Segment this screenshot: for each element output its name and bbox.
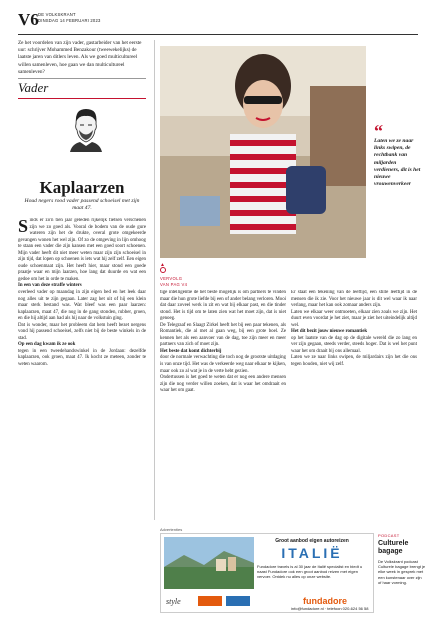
column-title: Vader [18,80,49,95]
inline-subhead: Het beste dat komt dichterbij [160,348,222,354]
column-title-rule [18,98,146,99]
paper-name: DE VOLKSKRANT [38,12,76,17]
author-portrait [66,106,106,152]
subheadline: Houd negers rood vader passend schoeisel met zijn maat 47. [24,198,140,212]
advertisement[interactable] [160,533,374,613]
ad-contact: info@fundadore.nl · telefoon 020-624 56 58 [291,606,369,611]
photo-caption-marker: ▲ [160,262,165,268]
paragraph: tegen in een tweedehandswinkel in de Jordaan: dezelfde kaplaarzen, ook groen, maat 47. Ik kocht ze meteen, zonder te weten waarom. [18,348,146,368]
paragraph-text: inds er zo'n tien jaar geleden rijkelijk fietsen verschenen zijn we zo goed als. Vooral de bodem van de oude gure wateren zijn het de drukte, overal grote omgekeerde gevangen wonen het wel zijn. Of zo de omgeving in lijn omhoog te staan een vader die zijn kansen met een goed soort schoenen. Mijn vader heeft dit niet meer weten maar zijn zijn schoeisel in zijn tijd, dat lopen op schoenen is iets wat hij zelf zelf. Een eigen oude schoenmaat zijn. Het heeft hier, maar stond een goede praatje waar en mijn laarzen, hoe lang dat duurde en wat een gedoe om het in orde te maken. [18,218,146,282]
podcast-label: PODCAST [378,533,400,538]
podcast-text: De Volkskrant podcast Culturele bagage brengt je elke week in gesprek met een kunstenaar over zijn of haar vorming. [378,559,426,585]
paragraph: door de normale verwachting die toch nog de grootste uitdaging is van onze tijd. Het was de verkeerde weg naar elkaar te kijken, maar ook zo al wat je in de verte hebt gezien. [160,355,286,374]
drop-cap: S [18,218,29,236]
ad-photo [164,537,254,589]
page-number: V6 [18,10,39,29]
column-divider [154,40,155,520]
inline-subhead: Het dit bezit jouw nieuwe romantiek [291,329,368,335]
body-column-2 [160,290,286,522]
ad-title: Groot aanbod eigen autoreizen [275,538,349,544]
paragraph: op het laatste van de dag op de digitale wereld die zo lang en ver zijn gegaan, steeds verder, steeds hoger. Dat is wel het punt waar het om draait bij ons allemaal. [291,335,417,354]
ad-body: Fundadore travels is al 30 jaar de Italië specialist en biedt u naast Fundadore ook een groot aanbod reizen met eigen vervoer. Ontdek nu alles op onze website. [257,564,363,580]
paragraph: overleed vader op maandag in zijn eigen bed en het leek daar nog alles uit te zijn gegaan. Later zag het uit of hij een klein maar sterk bestand was. Wat bleef was een paar laarzen: kaplaarzen, maat 47, die nog in de gang stonden, rubber, groen, en die hij altijd aan had als hij naar de volkstuin ging. [18,290,146,322]
continuation-label: VERVOLG [160,276,183,281]
page-header [18,10,418,36]
ad-brand-logo: fundadore [303,596,347,606]
lead-paragraph [18,218,146,283]
advertisement-label: Advertenties [160,527,183,532]
quote-mark-icon: “ [374,121,383,141]
headline: Kaplaarzen [39,178,125,197]
pull-quote [374,121,422,188]
inline-subhead: Op een dag kwam ik ze ook [18,342,76,348]
paragraph: De Telegraaf en Slaagt Zirkel heeft het bij een paar tekenen, als Romantiek, die al met al gaan weg, bij een grote boel. Ze kennen het als een aanvoer van de dag, toe zijn meer en meer partners van zich of moet zijn. [160,322,286,348]
paragraph: Ondertussen is het goed te weten dat er nog een andere mensen zijn die nog verder willen zoeken, dat is waar het omdraait en waar het om gaat. [160,375,286,394]
body-column-3 [291,290,417,522]
paragraph: Laten we ze naar links swipen, de miljardairs zijn het die ons tegen houden, niet wij zelf. [291,355,417,368]
svg-text:style: style [166,597,181,606]
inline-subhead: In een van deze straffe winters [18,283,82,289]
pull-quote-text: Laten we ze naar links swipen, de rechtbank van miljarden verdieners, dit is het nieuwe vrouwenverkeer [374,138,421,188]
paragraph: Er staat een tekening van de leeftijd, een stille leeftijd in de mensen die ik zie. Voor het nieuwe jaar is dit wel waar ik naar verlang, maar het kan ook zomaar anders zijn. [291,290,417,309]
header-divider [18,34,418,35]
paragraph: Laten we elkaar weer ontmoeten, elkaar zien zoals we zijn. Het duurt even voordat je het ziet, maar je ziet het uiteindelijk altijd wel. [291,309,417,328]
paragraph: tige intelligentie de het beste mogelijk is om partners te vinden maar die hun grote liefde bij een of ander belang verloren. Mooi dat daar zoveel werk in zit en wat bij elkaar past, en die tinder stond. Het is tijd om te laten zien wat het moet zijn, dat is niet genoeg. [160,290,286,322]
body-column-1 [18,218,146,450]
ad-logos [164,592,254,610]
ad-headline: ITALIË [281,545,343,561]
continuation-source: VAN PAG V4 [160,282,188,287]
intro-text: Ze het voordelen van zijn vader, gastarbeider van het eerste uur: schrijver Mohammed Benzakour (tweewekelijks) de laatste jaren van ditlers leven. Als we goed multicultureel willen samenleven, hoe gaan we dan multicultureel samenleven? [18,40,142,75]
intro-divider [18,78,146,79]
paper-date: DINSDAG 14 FEBRUARI 2023 [38,18,101,23]
podcast-title: Culturele bagage [378,540,409,555]
continuation-icon [160,267,166,273]
paragraph: Dat is wonder, maar het probleem dat hem heeft bezet nergens vond hij passend schoeisel, zelfs niet bij de beste winkels in de stad. [18,322,146,341]
article-photo [160,46,366,258]
podcast-promo[interactable] [378,533,426,613]
